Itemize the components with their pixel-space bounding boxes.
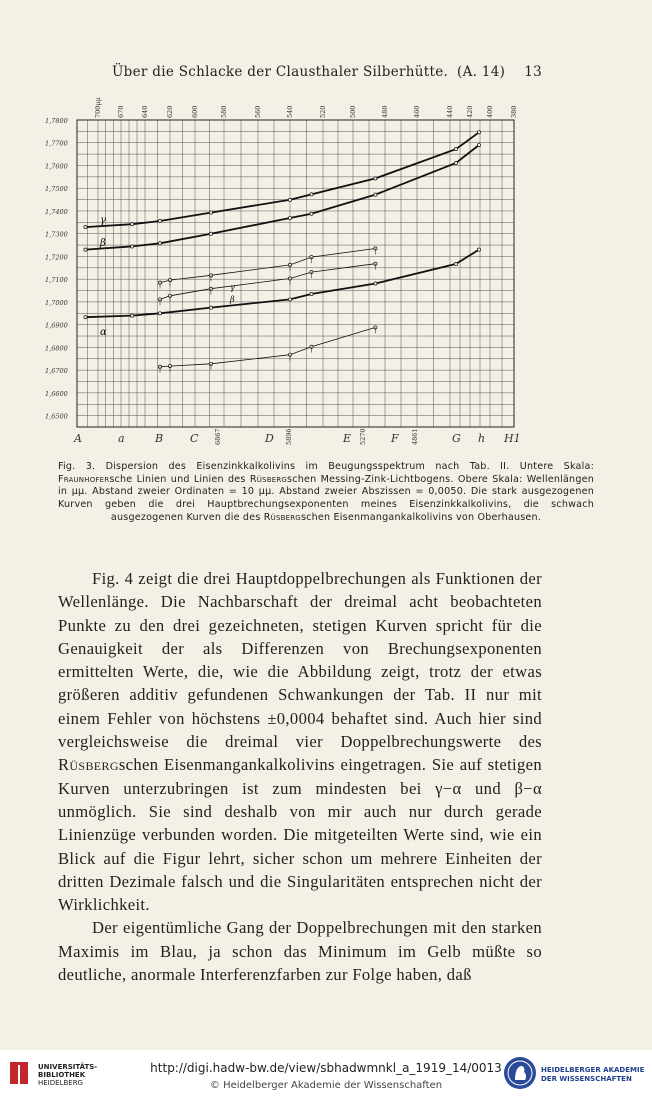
caption-text-4: schen Eisenmangankalkolivins von Oberhausen. <box>300 511 542 523</box>
top-scale-label: 420 <box>466 105 474 118</box>
data-point <box>477 248 480 251</box>
bottom-scale-label: A <box>74 432 82 445</box>
caption-text-2: sche Linien und Linien des <box>109 473 246 485</box>
data-point <box>310 193 313 196</box>
data-point <box>158 242 161 245</box>
data-point <box>477 143 480 146</box>
data-point <box>209 232 212 235</box>
data-point <box>288 198 291 201</box>
caption-fig-label: Fig. 3. <box>58 461 96 472</box>
y-tick-label: 1,7000 <box>45 298 68 307</box>
bottom-scale-label: B <box>155 432 164 445</box>
caption-text-1: Dispersion des Eisenzinkkalkolivins im Beugungsspektrum nach Tab. II. Untere Skala: <box>105 461 595 472</box>
y-tick-label: 1,7400 <box>45 207 68 216</box>
top-scale-label: 380 <box>510 105 518 118</box>
paragraph-2: Der eigentümliche Gang der Doppelbrechungen mit den starken Maximis im Blau, ja schon das Minimum im Gelb müßte so deutliche, anormale Interferenzfarben zur Folge haben, daß <box>58 918 542 985</box>
data-point <box>454 262 457 265</box>
bottom-scale-label: 4861 <box>411 428 419 445</box>
academy-line-1: HEIDELBERGER AKADEMIE <box>541 1066 645 1074</box>
series-line <box>85 250 479 318</box>
bottom-scale-label: C <box>190 432 199 445</box>
curve-label: β <box>230 295 235 304</box>
data-point <box>477 131 480 134</box>
top-scale-label: 580 <box>220 105 228 118</box>
top-scale-labels <box>94 97 518 118</box>
data-point <box>374 193 377 196</box>
data-point <box>84 226 87 229</box>
data-point <box>84 316 87 319</box>
top-scale-label: 670 <box>117 105 125 118</box>
y-tick-label: 1,7300 <box>45 230 68 239</box>
data-point <box>454 161 457 164</box>
data-point <box>288 216 291 219</box>
ub-line-1: UNIVERSITÄTS- <box>38 1063 98 1071</box>
bottom-scale-label: 5270 <box>359 428 367 445</box>
y-tick-label: 1,6500 <box>45 412 68 421</box>
paragraph-1-text-a: Fig. 4 zeigt die drei Hauptdoppelbrechungen als Funktionen der Wellenlänge. Die Nachbarschaft der dreimal acht beobachteten Punkte zu den drei gezeichneten, stetigen Kurven spricht für die Genauigkeit der als Differenzen von Brechungsexponenten ermittelten Werte, die, wie die Abbildung zeigt, trotz der etwas größeren additiv gefundenen Schwankungen der Tab. II nur mit einem Fehler von höchstens ±0,0004 behaftet sind. Auch hier sind vergleichsweise die dreimal vier Doppelbrechungswerte des <box>58 569 542 752</box>
data-point <box>374 177 377 180</box>
data-point <box>374 282 377 285</box>
dispersion-figure <box>0 0 652 455</box>
curve-label: γ <box>100 215 106 226</box>
y-tick-label: 1,6700 <box>45 367 68 376</box>
bottom-scale-label: D <box>265 432 274 445</box>
running-ref: (A. 14) <box>457 64 506 80</box>
ub-line-2: BIBLIOTHEK <box>38 1071 86 1079</box>
series-line <box>160 249 375 283</box>
y-tick-label: 1,7800 <box>45 117 68 125</box>
data-point <box>454 148 457 151</box>
y-tick-label: 1,7500 <box>45 185 68 194</box>
curve-label: β <box>100 238 106 249</box>
paragraph-1-name: Rüsberg <box>58 755 119 775</box>
bottom-scale-label: F <box>391 432 399 445</box>
data-point <box>131 314 134 317</box>
y-tick-label: 1,6600 <box>45 389 68 398</box>
caption-name-fraunhofer: Fraunhofer <box>58 473 110 485</box>
paragraph-1-text-b: schen Eisenmangankalkolivins eingetragen. Sie auf stetigen Kurven unterzubringen ist zum mindesten bei γ−α und β−α unmöglich. Sie sind deshalb von mir auch nur durch gerade Linienzüge verbunden worden. Die mitgeteilten Werte sind, wie ein Blick auf die Figur lehrt, sicher schon um mehrere Einheiten der dritten Dezimale falsch und die Singularitäten entsprechen nicht der Wirklichkeit. <box>58 755 542 915</box>
top-scale-label: 440 <box>446 105 454 118</box>
bottom-scale-labels <box>73 428 521 445</box>
dispersion-curves <box>84 131 481 373</box>
caption-name-rusberg-1: Rüsberg <box>249 473 288 485</box>
bottom-scale-label: E <box>343 432 352 445</box>
bottom-scale-label: a <box>118 432 125 445</box>
academy-name <box>541 1066 644 1083</box>
data-point <box>158 219 161 222</box>
y-tick-label: 1,7700 <box>45 139 68 148</box>
top-scale-label: 500 <box>349 105 357 118</box>
series-line <box>160 264 375 300</box>
series-line <box>85 132 479 227</box>
y-tick-label: 1,7200 <box>45 253 68 262</box>
body-text <box>58 567 542 986</box>
data-point <box>310 292 313 295</box>
y-tick-label: 1,7100 <box>45 276 68 285</box>
bottom-scale-label: h <box>478 432 486 445</box>
top-scale-label: 400 <box>486 105 494 118</box>
y-tick-label: 1,6900 <box>45 321 68 330</box>
top-scale-label: 540 <box>286 105 294 118</box>
data-point <box>209 211 212 214</box>
paragraph-1 <box>58 567 542 916</box>
data-point <box>209 306 212 309</box>
y-axis-labels <box>45 117 68 421</box>
top-scale-label: 700μμ <box>94 97 102 118</box>
caption-name-rusberg-2: Rüsberg <box>263 511 301 523</box>
curve-label: α <box>100 327 107 338</box>
bottom-scale-label: G <box>452 432 461 445</box>
top-scale-label: 460 <box>413 105 421 118</box>
data-point <box>131 223 134 226</box>
academy-seal-icon <box>503 1056 537 1090</box>
footer-bar <box>0 1050 652 1097</box>
permalink[interactable]: http://digi.hadw-bw.de/view/sbhadwmnkl_a_1919_14/0013 <box>150 1061 502 1075</box>
bottom-scale-label: H1 <box>504 432 521 445</box>
top-scale-label: 600 <box>191 105 199 118</box>
caption-text-3: schen Messing-Zink-Lichtbogens. Obere Skala: Wellenlängen in μμ. Abstand zweier Ordinaten = 10 μμ. Abstand zweier Abszissen = 0,0050. Die stark ausgezogenen Kurven geben die drei Hauptbrechungsexponenten meines Eisenzinkkalkolivins, die schwach ausgezogenen Kurven die des <box>58 473 595 523</box>
top-scale-label: 480 <box>381 105 389 118</box>
ub-line-3: HEIDELBERG <box>38 1079 83 1087</box>
top-scale-label: 560 <box>254 105 262 118</box>
bottom-scale-label: 6867 <box>214 428 222 445</box>
top-scale-label: 640 <box>141 105 149 118</box>
figure-caption <box>58 461 594 525</box>
copyright-text: © Heidelberger Akademie der Wissenschaften <box>209 1080 443 1091</box>
academy-line-2: DER WISSENSCHAFTEN <box>541 1074 632 1083</box>
bottom-scale-label: 5896 <box>285 428 293 445</box>
data-point <box>131 245 134 248</box>
data-point <box>288 298 291 301</box>
top-scale-label: 520 <box>319 105 327 118</box>
series-line <box>160 327 375 366</box>
top-scale-label: 620 <box>166 105 174 118</box>
running-title: Über die Schlacke der Clausthaler Silberhütte. <box>112 64 449 80</box>
y-tick-label: 1,6800 <box>45 344 68 353</box>
data-point <box>84 248 87 251</box>
y-tick-label: 1,7600 <box>45 162 68 171</box>
page-number: 13 <box>524 64 542 80</box>
curve-label: γ <box>230 283 235 292</box>
data-point <box>158 312 161 315</box>
data-point <box>310 212 313 215</box>
